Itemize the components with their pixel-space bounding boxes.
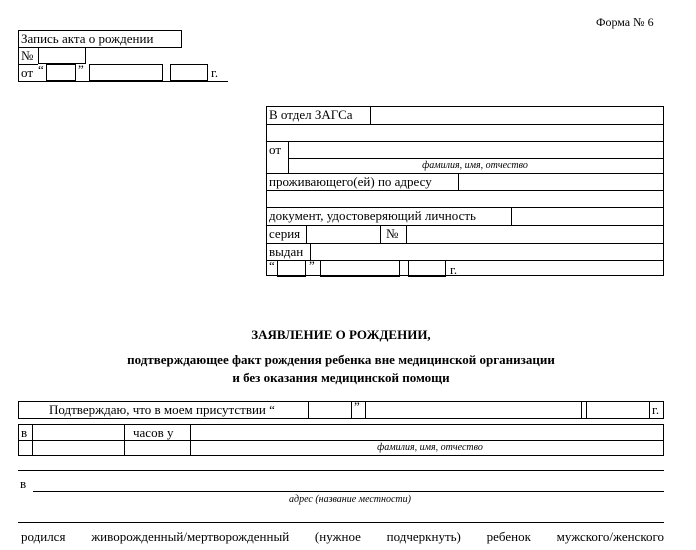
issued-year-field[interactable] xyxy=(408,260,446,277)
issued-quote-close: ” xyxy=(309,258,315,273)
statement-subtitle-line1: подтверждающее факт рождения ребенка вне медицинской организации xyxy=(127,352,555,367)
office-field-cont[interactable] xyxy=(267,125,663,141)
hours-in-label: в xyxy=(21,425,28,440)
mother-name-hint: фамилия, имя, отчество xyxy=(377,442,483,453)
issued-month-field[interactable] xyxy=(320,260,400,277)
birth-year-field[interactable] xyxy=(586,401,650,419)
series-field[interactable] xyxy=(307,225,380,243)
doc-number-label: № xyxy=(386,226,399,241)
birth-month-field[interactable] xyxy=(365,401,582,419)
row-line-3 xyxy=(288,158,664,159)
born-text: родился живорожденный/мертворожденный (нужное подчеркнуть) ребенок мужского/женского xyxy=(21,529,664,544)
issued-day-field[interactable] xyxy=(277,260,306,277)
record-month-field[interactable] xyxy=(89,64,163,81)
hours-row-mid xyxy=(18,440,664,441)
birth-quote-close: ” xyxy=(354,399,360,414)
separator-line xyxy=(18,522,664,523)
issued-quote-open: “ xyxy=(269,258,275,273)
record-number-label: № xyxy=(21,48,34,63)
record-title: Запись акта о рождении xyxy=(21,31,154,46)
issued-label: выдан xyxy=(269,244,304,259)
hours-field[interactable] xyxy=(33,424,124,440)
form-number: Форма № 6 xyxy=(596,15,654,29)
series-label: серия xyxy=(269,226,301,241)
issued-field[interactable] xyxy=(311,243,663,260)
from-label: от xyxy=(269,142,282,157)
applicant-name-field[interactable] xyxy=(289,141,663,157)
address-label: проживающего(ей) по адресу xyxy=(269,174,432,189)
record-year-suffix: г. xyxy=(211,65,219,80)
address-field[interactable] xyxy=(459,173,663,190)
record-year-field[interactable] xyxy=(170,64,208,81)
doc-number-field[interactable] xyxy=(407,225,663,243)
birth-day-field[interactable] xyxy=(308,401,352,419)
hours-label: часов у xyxy=(133,425,174,440)
mother-name-field[interactable] xyxy=(191,424,663,440)
applicant-name-hint: фамилия, имя, отчество xyxy=(422,160,528,171)
confirm-text: Подтверждаю, что в моем присутствии “ xyxy=(49,402,275,417)
birth-year-suffix: г. xyxy=(652,402,660,417)
id-doc-label: документ, удостоверяющий личность xyxy=(269,208,476,223)
statement-subtitle-line2: и без оказания медицинской помощи xyxy=(232,370,450,385)
place-field[interactable] xyxy=(33,471,663,491)
record-day-field[interactable] xyxy=(46,64,76,81)
record-quote-open: “ xyxy=(38,62,44,77)
office-field[interactable] xyxy=(371,106,663,124)
place-line-bottom xyxy=(33,491,664,492)
record-quote-close: ” xyxy=(78,62,84,77)
statement-title: ЗАЯВЛЕНИЕ О РОЖДЕНИИ, xyxy=(251,327,431,342)
place-hint: адрес (название местности) xyxy=(289,494,411,505)
address-field-cont[interactable] xyxy=(267,191,663,207)
id-doc-field[interactable] xyxy=(512,207,663,225)
issued-year-suffix: г. xyxy=(450,262,458,277)
record-bottom-line xyxy=(18,81,228,82)
office-label: В отдел ЗАГСа xyxy=(269,107,353,122)
record-from-label: от xyxy=(21,65,34,80)
series-sep-b xyxy=(380,225,381,243)
place-label: в xyxy=(20,476,27,491)
